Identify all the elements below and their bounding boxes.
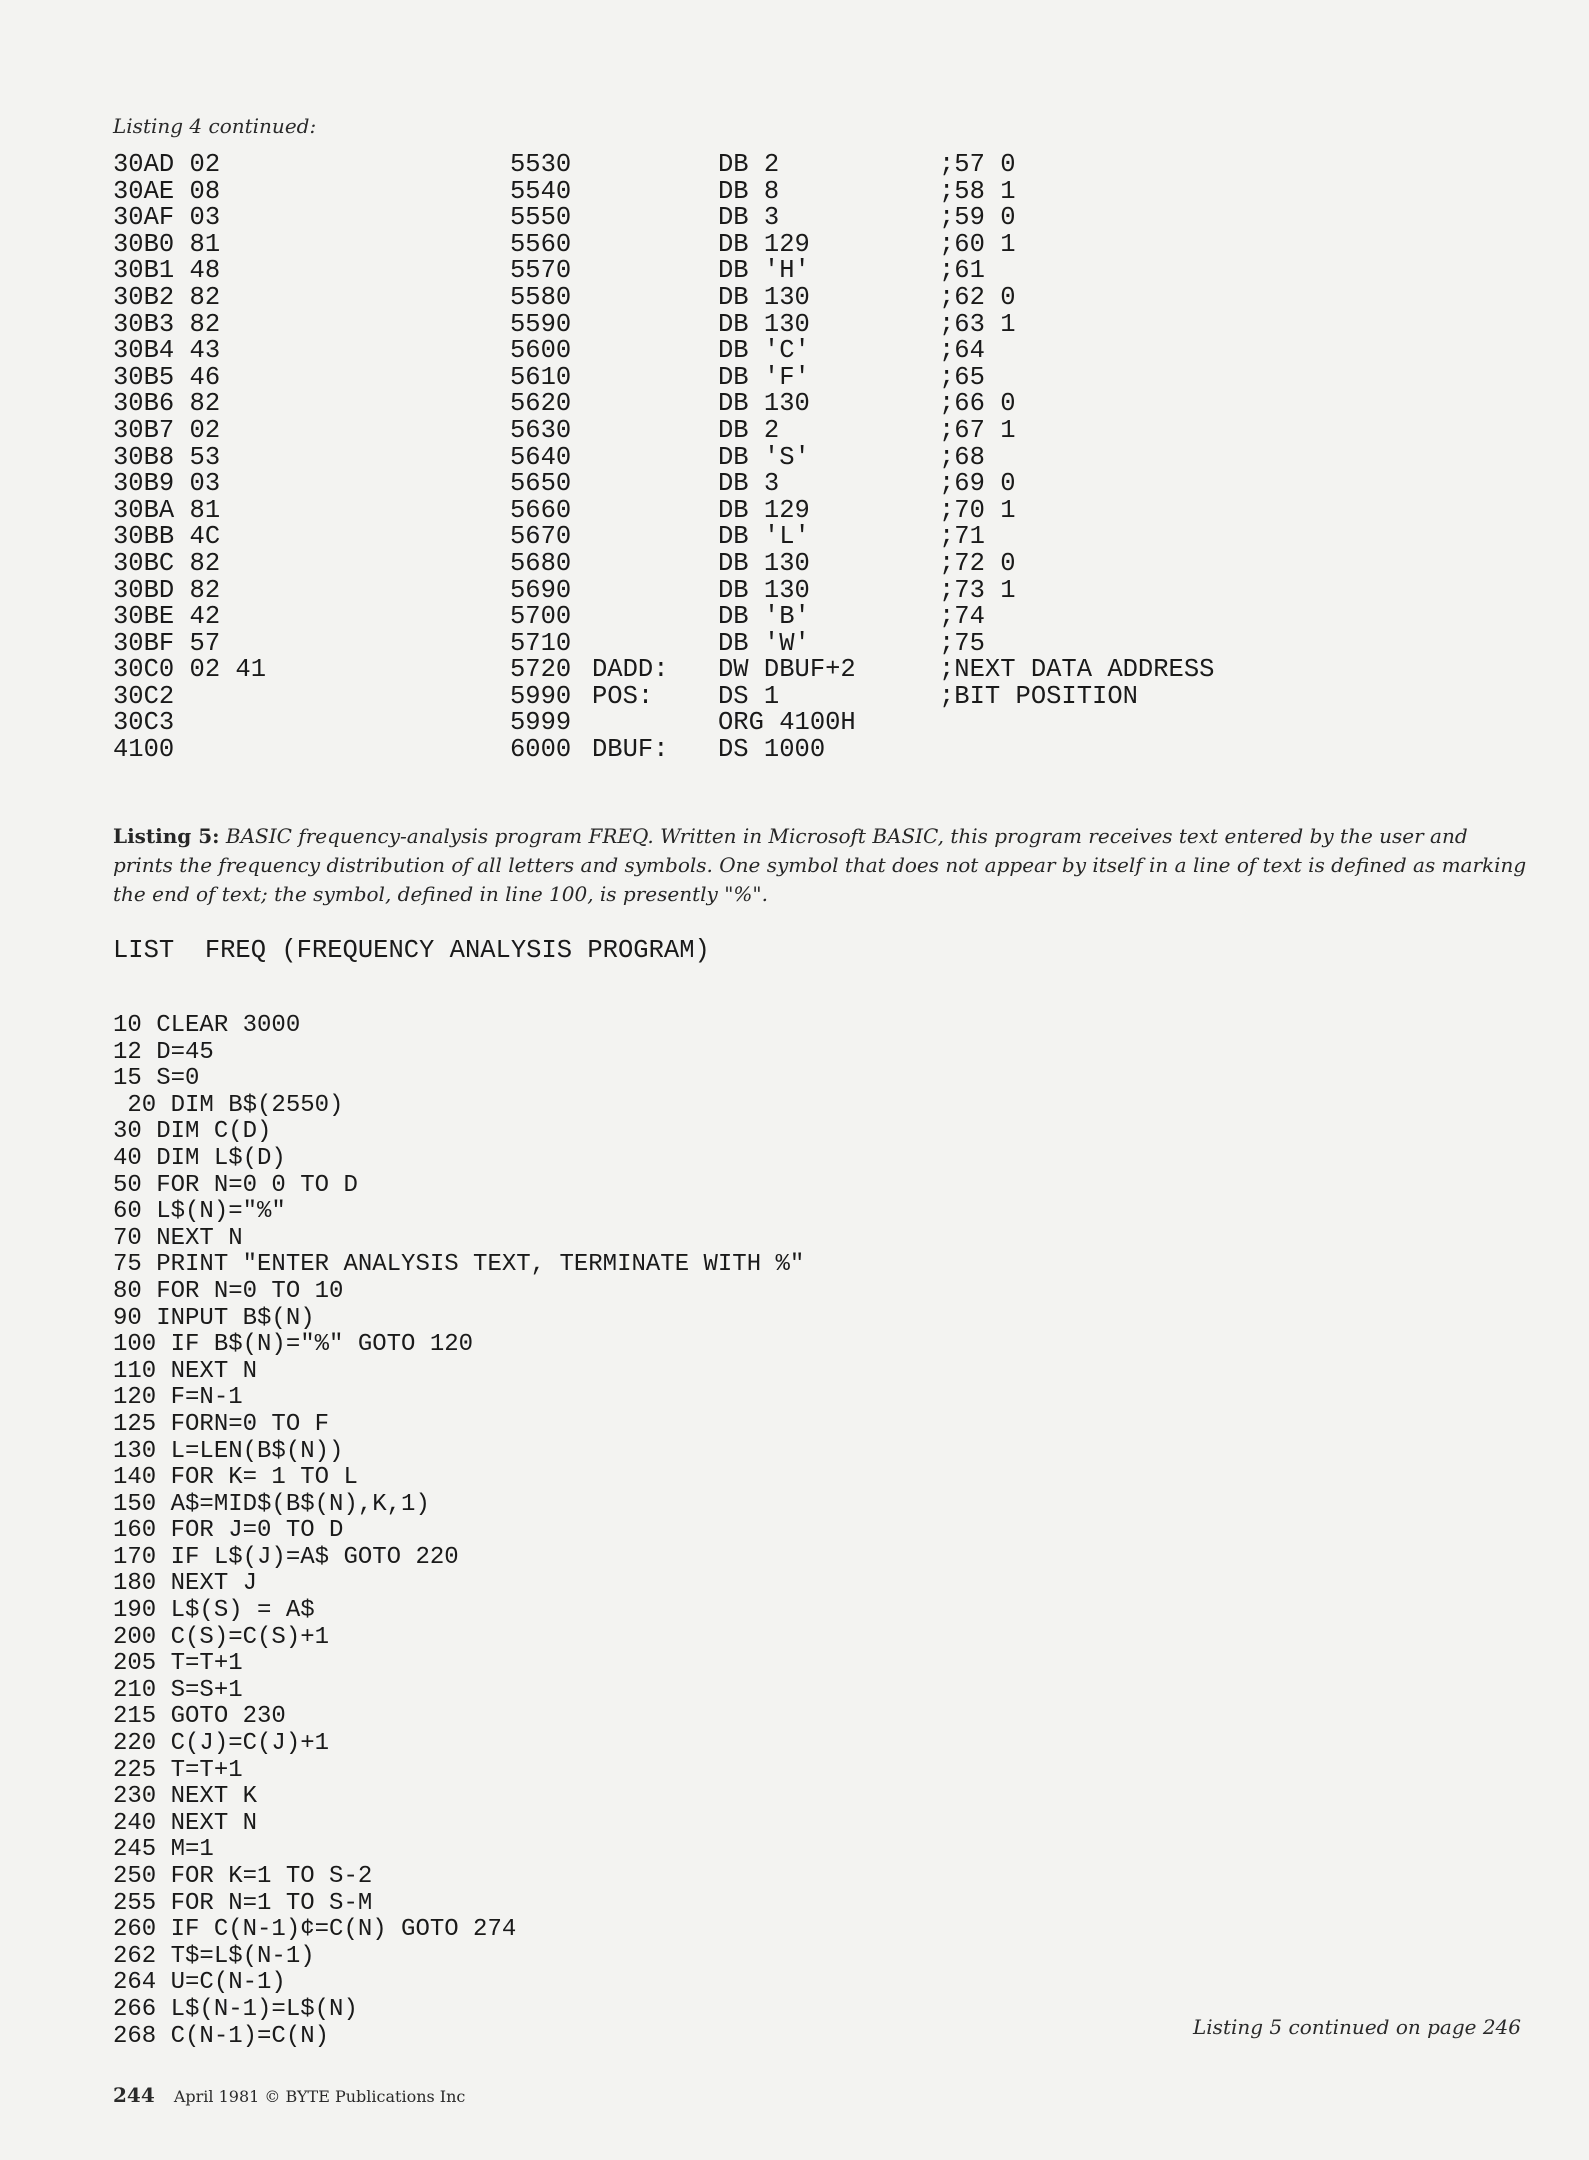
listing4-caption: Listing 4 continued: xyxy=(113,114,317,138)
basic-code-line: 262 T$=L$(N-1) xyxy=(113,1942,315,1970)
asm-address: 30AF 03 xyxy=(113,203,221,233)
basic-code-line: 110 NEXT N xyxy=(113,1357,258,1385)
basic-code-line: 170 IF L$(J)=A$ GOTO 220 xyxy=(113,1543,459,1571)
asm-line-number: 5540 xyxy=(510,176,572,206)
asm-line-number: 5650 xyxy=(510,469,572,499)
asm-address: 30B7 02 xyxy=(113,415,221,445)
asm-comment: ;63 1 xyxy=(939,309,1016,339)
footer-publication: April 1981 © BYTE Publications Inc xyxy=(173,2087,466,2106)
asm-comment: ;75 xyxy=(939,628,985,658)
asm-comment: ;69 0 xyxy=(939,469,1016,499)
asm-comment: ;NEXT DATA ADDRESS xyxy=(939,655,1215,685)
asm-instruction: DB 3 xyxy=(718,469,780,499)
basic-code-line: 264 U=C(N-1) xyxy=(113,1969,286,1997)
basic-code-line: 215 GOTO 230 xyxy=(113,1703,286,1731)
asm-instruction: DS 1 xyxy=(718,681,780,711)
asm-line-number: 5570 xyxy=(510,256,572,286)
basic-code-line: 40 DIM L$(D) xyxy=(113,1144,286,1172)
asm-address: 30BE 42 xyxy=(113,602,221,632)
asm-address: 30BC 82 xyxy=(113,548,221,578)
asm-address: 30B9 03 xyxy=(113,469,221,499)
basic-code-line: 20 DIM B$(2550) xyxy=(113,1091,344,1119)
asm-comment: ;74 xyxy=(939,602,985,632)
asm-comment: ;60 1 xyxy=(939,229,1016,259)
asm-comment: ;68 xyxy=(939,442,985,472)
asm-instruction: DB 2 xyxy=(718,415,780,445)
listing5-caption xyxy=(113,822,1533,909)
asm-comment: ;58 1 xyxy=(939,176,1016,206)
basic-code-line: 80 FOR N=0 TO 10 xyxy=(113,1277,344,1305)
asm-comment: ;64 xyxy=(939,336,985,366)
basic-code-line: 60 L$(N)="%" xyxy=(113,1198,286,1226)
asm-comment: ;65 xyxy=(939,362,985,392)
asm-comment: ;72 0 xyxy=(939,548,1016,578)
basic-code-line: 70 NEXT N xyxy=(113,1224,243,1252)
asm-address: 30BD 82 xyxy=(113,575,221,605)
basic-code-line: 260 IF C(N-1)¢=C(N) GOTO 274 xyxy=(113,1916,517,1944)
asm-line-number: 5990 xyxy=(510,681,572,711)
asm-line-number: 5590 xyxy=(510,309,572,339)
asm-line-number: 5640 xyxy=(510,442,572,472)
page-number: 244 xyxy=(113,2083,155,2107)
basic-listing xyxy=(113,1013,804,2050)
asm-comment: ;61 xyxy=(939,256,985,286)
basic-code-line: 130 L=LEN(B$(N)) xyxy=(113,1437,344,1465)
asm-address: 30C0 02 41 xyxy=(113,655,267,685)
asm-instruction: DB 130 xyxy=(718,389,810,419)
basic-code-line: 205 T=T+1 xyxy=(113,1650,243,1678)
asm-instruction: DS 1000 xyxy=(718,735,826,765)
asm-instruction: DB 129 xyxy=(718,495,810,525)
basic-code-line: 140 FOR K= 1 TO L xyxy=(113,1464,358,1492)
asm-label: DBUF: xyxy=(592,735,669,765)
asm-line-number: 5720 xyxy=(510,655,572,685)
asm-line-number: 5700 xyxy=(510,602,572,632)
asm-instruction: DB 130 xyxy=(718,575,810,605)
asm-line-number: 5560 xyxy=(510,229,572,259)
basic-code-line: 245 M=1 xyxy=(113,1836,214,1864)
asm-line-number: 5580 xyxy=(510,282,572,312)
asm-instruction: DB 3 xyxy=(718,203,780,233)
asm-instruction: DB 'B' xyxy=(718,602,810,632)
asm-label: POS: xyxy=(592,681,654,711)
asm-comment: ;73 1 xyxy=(939,575,1016,605)
asm-line-number: 5620 xyxy=(510,389,572,419)
asm-instruction: DB 'S' xyxy=(718,442,810,472)
basic-code-line: 100 IF B$(N)="%" GOTO 120 xyxy=(113,1331,474,1359)
asm-instruction: DB 129 xyxy=(718,229,810,259)
asm-line-number: 5999 xyxy=(510,708,572,738)
asm-line-number: 5680 xyxy=(510,548,572,578)
asm-address: 4100 xyxy=(113,735,175,765)
asm-comment: ;70 1 xyxy=(939,495,1016,525)
asm-address: 30BB 4C xyxy=(113,522,221,552)
asm-instruction: DB 'C' xyxy=(718,336,810,366)
asm-line-number: 5530 xyxy=(510,150,572,179)
basic-code-line: 220 C(J)=C(J)+1 xyxy=(113,1730,330,1758)
basic-code-line: 15 S=0 xyxy=(113,1065,200,1093)
listing5-caption-text: BASIC frequency-analysis program FREQ. Written in Microsoft BASIC, this program receives text entered by the user and prints the frequency distribution of all letters and symbols. One symbol that does not appear by itself in a line of text is defined as marking the end of text; the symbol, defined in line 100, is presently "%". xyxy=(113,824,1527,906)
asm-comment: ;66 0 xyxy=(939,389,1016,419)
basic-code-line: 90 INPUT B$(N) xyxy=(113,1304,315,1332)
basic-code-line: 255 FOR N=1 TO S-M xyxy=(113,1889,373,1917)
asm-comment: ;59 0 xyxy=(939,203,1016,233)
basic-code-line: 200 C(S)=C(S)+1 xyxy=(113,1623,330,1651)
basic-code-line: 125 FORN=0 TO F xyxy=(113,1410,330,1438)
asm-address: 30AE 08 xyxy=(113,176,221,206)
asm-address: 30B1 48 xyxy=(113,256,221,286)
asm-instruction: DB 130 xyxy=(718,548,810,578)
asm-line-number: 5600 xyxy=(510,336,572,366)
asm-address: 30B0 81 xyxy=(113,229,221,259)
asm-line-number: 5550 xyxy=(510,203,572,233)
basic-code-line: 268 C(N-1)=C(N) xyxy=(113,2022,330,2050)
asm-instruction: DB 'W' xyxy=(718,628,810,658)
asm-address: 30C2 xyxy=(113,681,175,711)
asm-line-number: 5710 xyxy=(510,628,572,658)
basic-code-line: 180 NEXT J xyxy=(113,1570,258,1598)
asm-address: 30B3 82 xyxy=(113,309,221,339)
basic-code-line: 50 FOR N=0 0 TO D xyxy=(113,1171,358,1199)
asm-address: 30C3 xyxy=(113,708,175,738)
asm-instruction: DW DBUF+2 xyxy=(718,655,856,685)
asm-instruction: DB 2 xyxy=(718,150,780,179)
continued-note: Listing 5 continued on page 246 xyxy=(1193,2015,1521,2039)
basic-code-line: 30 DIM C(D) xyxy=(113,1118,272,1146)
asm-address: 30B8 53 xyxy=(113,442,221,472)
basic-code-line: 225 T=T+1 xyxy=(113,1756,243,1784)
asm-label: DADD: xyxy=(592,655,669,685)
asm-address: 30BA 81 xyxy=(113,495,221,525)
asm-address: 30B2 82 xyxy=(113,282,221,312)
asm-address: 30AD 02 xyxy=(113,150,221,179)
asm-instruction: ORG 4100H xyxy=(718,708,856,738)
asm-line-number: 5630 xyxy=(510,415,572,445)
asm-address: 30B6 82 xyxy=(113,389,221,419)
asm-line-number: 5660 xyxy=(510,495,572,525)
basic-code-line: 10 CLEAR 3000 xyxy=(113,1012,301,1039)
asm-instruction: DB 'F' xyxy=(718,362,810,392)
list-command-title: LIST FREQ (FREQUENCY ANALYSIS PROGRAM) xyxy=(113,936,710,965)
basic-code-line: 240 NEXT N xyxy=(113,1809,258,1837)
basic-code-line: 250 FOR K=1 TO S-2 xyxy=(113,1863,373,1890)
basic-code-line: 150 A$=MID$(B$(N),K,1) xyxy=(113,1490,430,1518)
page-footer xyxy=(113,2083,465,2107)
basic-code-line: 75 PRINT "ENTER ANALYSIS TEXT, TERMINATE WITH %" xyxy=(113,1251,805,1279)
asm-instruction: DB 8 xyxy=(718,176,780,206)
basic-code-line: 210 S=S+1 xyxy=(113,1676,243,1704)
asm-line-number: 5670 xyxy=(510,522,572,552)
asm-comment: ;BIT POSITION xyxy=(939,681,1138,711)
basic-code-line: 190 L$(S) = A$ xyxy=(113,1597,315,1625)
asm-instruction: DB 'L' xyxy=(718,522,810,552)
basic-code-line: 266 L$(N-1)=L$(N) xyxy=(113,1995,358,2023)
asm-address: 30B5 46 xyxy=(113,362,221,392)
asm-address: 30B4 43 xyxy=(113,336,221,366)
basic-code-line: 230 NEXT K xyxy=(113,1783,258,1811)
asm-comment: ;57 0 xyxy=(939,150,1016,179)
asm-instruction: DB 'H' xyxy=(718,256,810,286)
asm-instruction: DB 130 xyxy=(718,309,810,339)
basic-code-line: 12 D=45 xyxy=(113,1038,214,1066)
asm-address: 30BF 57 xyxy=(113,628,221,658)
asm-line-number: 5610 xyxy=(510,362,572,392)
basic-code-line: 160 FOR J=0 TO D xyxy=(113,1517,344,1545)
asm-line-number: 6000 xyxy=(510,735,572,765)
basic-code-line: 120 F=N-1 xyxy=(113,1384,243,1412)
asm-comment: ;62 0 xyxy=(939,282,1016,312)
asm-instruction: DB 130 xyxy=(718,282,810,312)
asm-comment: ;67 1 xyxy=(939,415,1016,445)
asm-line-number: 5690 xyxy=(510,575,572,605)
asm-comment: ;71 xyxy=(939,522,985,552)
listing5-label: Listing 5: xyxy=(113,824,220,848)
